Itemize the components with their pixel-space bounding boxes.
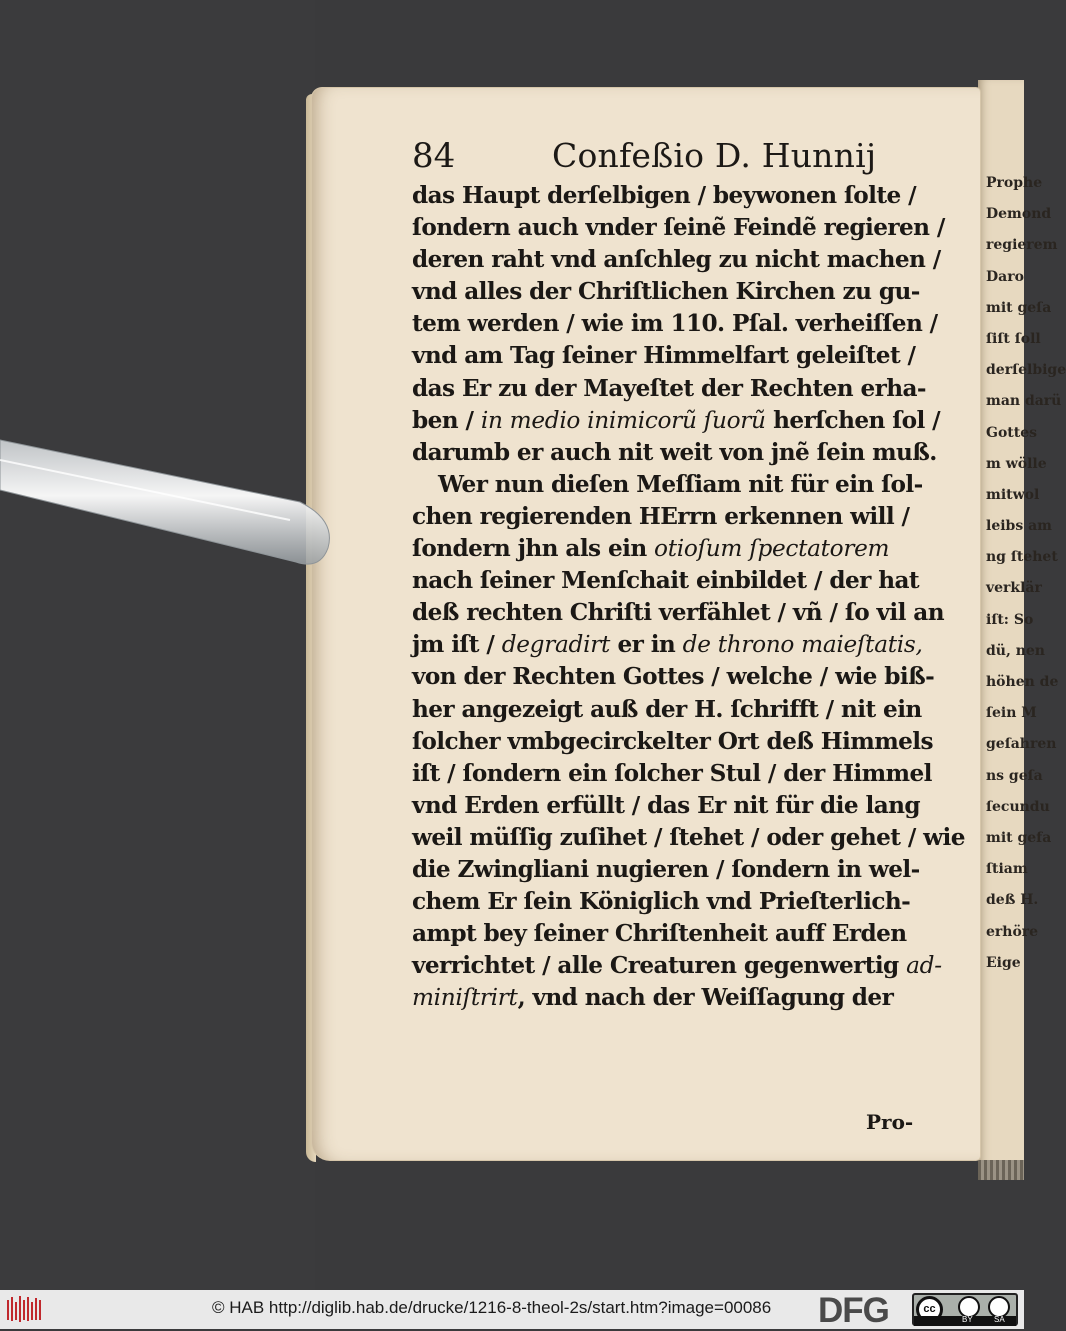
text-run: er in	[610, 631, 683, 659]
text-line	[412, 694, 932, 726]
facing-page-fragment: Prophe	[986, 175, 1043, 191]
facing-page-fragment: mit gefa	[986, 829, 1052, 846]
facing-page-fragment: ſtiam	[986, 861, 1028, 878]
text-line	[412, 373, 932, 405]
text-run: weil müſſig zuſihet / ſtehet / oder gehet / wie	[412, 823, 965, 851]
text-line	[412, 533, 932, 565]
facing-page-fragment: Gottes	[986, 424, 1038, 441]
text-run: die Zwingliani nugieren / ſondern in wel-	[412, 855, 920, 883]
facing-page-fragment: Eige	[986, 954, 1021, 971]
facing-page-fragment: derſelbige	[986, 362, 1066, 379]
facing-page-fragment: Daro	[986, 268, 1024, 285]
text-run: ſondern auch vnder ſeinẽ Feindẽ regieren /	[412, 214, 945, 242]
text-line	[412, 276, 932, 308]
text-line	[412, 437, 937, 469]
latin-phrase: in medio inimicorũ ſuorũ	[480, 406, 766, 434]
text-line	[412, 501, 932, 533]
text-run: herſchen ſol /	[765, 406, 940, 434]
facing-page-text	[978, 168, 1066, 979]
text-line	[412, 308, 938, 340]
text-run: nach ſeiner Menſchait einbildet / der hat	[412, 567, 920, 595]
background-left	[0, 0, 315, 1290]
facing-page-fragment: deß H.	[986, 892, 1039, 909]
text-line	[412, 886, 932, 918]
text-run: vnd alles der Chriſtlichen Kirchen zu gu-	[412, 278, 920, 306]
text-line	[412, 180, 932, 212]
body-text	[412, 180, 965, 1014]
text-run: her angezeigt auß der H. ſchrifft / nit ein	[412, 695, 922, 723]
glass-page-weight	[0, 430, 340, 570]
license-sa: SA	[994, 1315, 1005, 1324]
facing-page-edge	[978, 80, 1066, 1170]
facing-page-fragment: leibs am	[986, 518, 1052, 535]
text-run: verrichtet / alle Creaturen gegenwertig	[412, 952, 907, 980]
facing-page-fragment: ſiſt ſoll	[986, 330, 1041, 347]
text-run: , vnd nach der Weiſſagung der	[517, 984, 894, 1012]
facing-page-fragment: geſahren	[986, 736, 1057, 753]
license-label	[914, 1316, 1016, 1326]
text-run: das Haupt derſelbigen / beywonen ſolte /	[412, 182, 916, 209]
latin-phrase: otioſum ſpectatorem	[654, 535, 890, 563]
text-run: ampt bey ſeiner Chriſtenheit auff Erden	[412, 920, 907, 948]
text-run: tem werden / wie im 110. Pſal. verheiſſen /	[412, 310, 938, 338]
text-run: chem Er ſein Königlich vnd Prieſterlich-	[412, 888, 911, 916]
facing-page-fragment: erhöre	[986, 923, 1039, 940]
latin-phrase: ad-	[906, 952, 942, 980]
text-line	[412, 822, 965, 854]
text-line	[412, 405, 940, 437]
facing-page-fragment: ng ſtehet	[986, 549, 1058, 566]
text-line	[412, 918, 932, 950]
text-run: iſt / ſondern ein ſolcher Stul / der Himmel	[412, 759, 932, 787]
running-head: Confeßio D. Hunnij	[552, 136, 877, 175]
text-line	[412, 340, 932, 372]
text-run: das Er zu der Mayeſtet der Rechten erha-	[412, 374, 926, 402]
facing-page-fragment: ſein M	[986, 705, 1037, 722]
text-line	[412, 597, 944, 629]
text-line	[412, 950, 942, 982]
copyright-link[interactable]: © HAB http://diglib.hab.de/drucke/1216-8-theol-2s/start.htm?image=00086	[212, 1298, 772, 1317]
text-line	[412, 982, 932, 1014]
page-number: 84	[412, 136, 456, 176]
facing-page-fragment: iſt: So	[986, 611, 1034, 628]
facing-page-fragment: regierem	[986, 237, 1058, 254]
facing-page-fragment: mitwol	[986, 486, 1040, 503]
license-by: BY	[962, 1315, 973, 1324]
cc-license-badge[interactable]	[912, 1293, 1018, 1326]
text-line	[412, 790, 932, 822]
text-run: ſolcher vmbgecirckelter Ort deß Himmels	[412, 727, 933, 755]
text-line	[412, 726, 932, 758]
facing-page-fragment: Demond	[986, 206, 1052, 223]
latin-phrase: de throno maieſtatis,	[682, 631, 923, 659]
facing-page-fragment: man darü	[986, 393, 1062, 410]
text-run: von der Rechten Gottes / welche / wie biß-	[412, 663, 935, 691]
text-run: Wer nun dieſen Meſſiam nit für ein ſol-	[438, 470, 923, 498]
text-run: jm iſt /	[412, 631, 502, 659]
text-line	[412, 212, 945, 244]
facing-page-fragment: höhen de	[986, 674, 1059, 690]
text-run: deren raht vnd anſchleg zu nicht machen /	[412, 246, 941, 274]
text-line	[412, 758, 932, 790]
facing-page-fragment: ns geſa	[986, 767, 1043, 784]
text-line	[412, 854, 932, 886]
cc-icon: cc	[916, 1296, 943, 1323]
text-run: ben /	[412, 406, 481, 434]
text-line	[412, 629, 932, 661]
text-line	[412, 469, 932, 501]
text-line	[412, 661, 935, 693]
text-run: vnd am Tag ſeiner Himmelfart geleiſtet /	[412, 342, 916, 370]
facing-page-fragment: mit geſa	[986, 299, 1052, 316]
facing-page-fragment: ſecundu	[986, 798, 1050, 815]
text-line	[412, 565, 932, 597]
text-run: vnd Erden erfüllt / das Er nit für die lang	[412, 791, 920, 819]
facing-page-fragment: m wölle	[986, 455, 1047, 472]
hab-logo-icon	[6, 1294, 46, 1324]
book-spine	[978, 1160, 1024, 1180]
text-line	[412, 244, 941, 276]
text-run: darumb er auch nit weit von jnẽ ſein muß.	[412, 438, 937, 466]
facing-page-fragment: verklär	[986, 580, 1042, 597]
latin-phrase: miniſtrirt	[412, 984, 518, 1012]
text-run: deß rechten Chriſti verfählet / vñ / ſo vil an	[412, 599, 944, 627]
latin-phrase: degradirt	[501, 631, 610, 659]
dfg-logo: DFG	[818, 1291, 889, 1330]
page-header	[412, 136, 912, 176]
text-run: ſondern jhn als ein	[412, 535, 655, 563]
text-run: chen regierenden HErrn erkennen will /	[412, 502, 910, 530]
facing-page-fragment: dü, nen	[986, 642, 1045, 659]
catchword: Pro-	[866, 1110, 914, 1134]
